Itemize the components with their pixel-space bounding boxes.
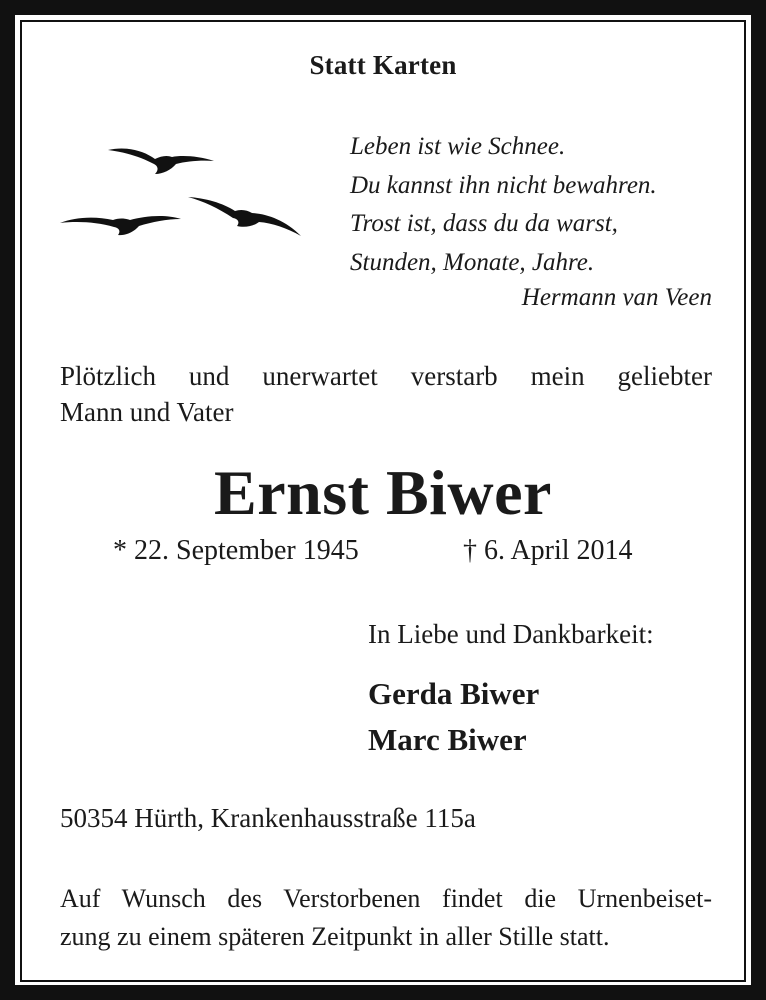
deceased-name: Ernst Biwer: [214, 457, 552, 528]
intro-line: Mann und Vater: [60, 397, 234, 427]
intro-text: [60, 358, 712, 430]
notice-line: Auf Wunsch des Verstorbenen findet die Urnenbeiset-: [60, 884, 712, 913]
poem: [350, 128, 657, 282]
poem-author: Hermann van Veen: [521, 284, 712, 311]
intro-line: Plötzlich und unerwartet verstarb mein geliebter: [60, 361, 712, 391]
birth-date: * 22. September 1945: [113, 535, 359, 566]
notice-header: Statt Karten: [309, 50, 457, 80]
mourner-name: Gerda Biwer: [368, 676, 540, 711]
notice-line: zung zu einem späteren Zeitpunkt in aller Stille statt.: [60, 922, 610, 951]
burial-notice: [60, 880, 712, 956]
flying-birds-icon: [55, 130, 315, 250]
poem-line: Du kannst ihn nicht bewahren.: [350, 171, 657, 199]
death-date: † 6. April 2014: [463, 535, 633, 566]
mourner-name: Marc Biwer: [368, 722, 527, 757]
poem-line: Stunden, Monate, Jahre.: [350, 248, 595, 276]
mourners-intro: In Liebe und Dankbarkeit:: [368, 619, 654, 649]
poem-line: Trost ist, dass du da warst,: [350, 210, 618, 237]
poem-line: Leben ist wie Schnee.: [350, 133, 566, 160]
address: 50354 Hürth, Krankenhausstraße 115a: [60, 803, 476, 833]
